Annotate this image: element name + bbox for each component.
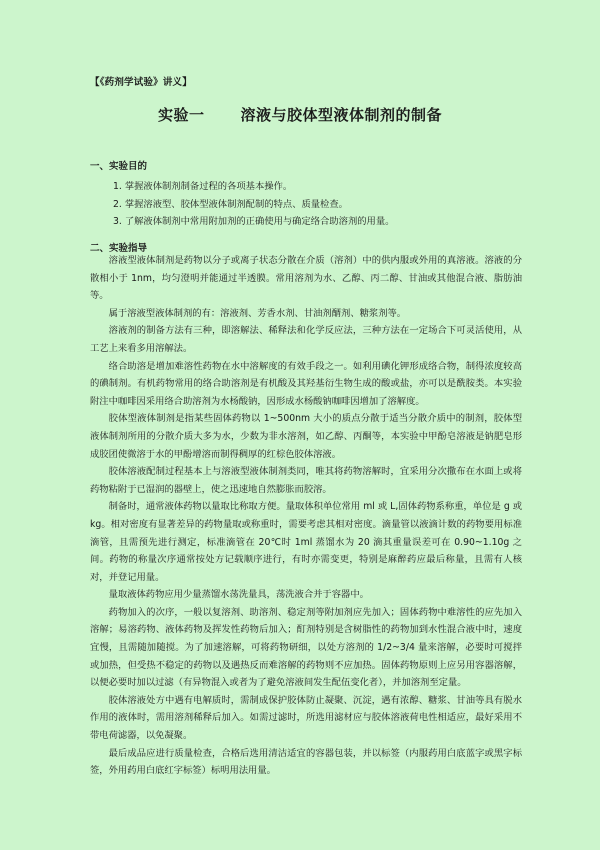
guidance-body (90, 252, 522, 780)
paragraph: 胶体型液体制剂是指某些固体药物以 1~500nm 大小的质点分散于适当分散介质中的制剂，胶体型液体制剂所用的分散介质大多为水，少数为非水溶剂，如乙醇、丙酮等，本实验中甲酚皂溶液是钠肥皂形成胶团使微溶于水的甲酚增溶而制得稠厚的红棕色胶体溶液。 (90, 413, 522, 460)
lecture-header-tag: 【《药剂学试验》讲义】 (90, 77, 192, 88)
experiment-number: 实验一 (157, 106, 205, 124)
paragraph: 溶液剂的制备方法有三种，即溶解法、稀释法和化学反应法，三种方法在一定场合下可灵活使用，从工艺上来看多用溶解法。 (90, 325, 522, 354)
paragraph: 溶液型液体制剂是药物以分子或离子状态分散在介质（溶剂）中的供内服或外用的真溶液。溶液的分散相小于 1nm，均匀澄明并能通过半透膜。常用溶剂为水、乙醇、丙二醇、甘油或其他混合液、脂肪油等。 (90, 255, 522, 302)
paragraph: 络合助溶是增加难溶性药物在水中溶解度的有效手段之一。如利用碘化钾形成络合物，制得浓度较高的碘制剂。有机药物常用的络合助溶剂是有机酸及其羟基衍生物生成的酸或盐，亦可以是酰胺类。本实验附注中咖啡因采用络合助溶剂为水杨酸钠，因形成水杨酸钠咖啡因增加了溶解度。 (90, 360, 522, 407)
experiment-name: 溶液与胶体型液体制剂的制备 (240, 106, 443, 124)
paragraph: 量取液体药物应用少量蒸馏水荡洗量具，荡洗液合并于容器中。 (108, 589, 369, 601)
page-title (0, 104, 600, 125)
paragraph: 药物加入的次序，一般以复溶剂、助溶剂、稳定剂等附加剂应先加入；固体药物中难溶性的应先加入溶解；易溶药物、液体药物及挥发性药物后加入；酊剂特别是含树脂性的药物加到水性混合液中时，速度宜慢，且需随加随搅。为了加速溶解，可将药物研细，以处方溶剂的 1/2~3/4 量来溶解，必要时可搅拌或加热，但受热不稳定的药物以及遇热反而难溶解的药物则不应加热。固体药物原则上应另用容器溶解，以便必要时加以过滤（有异物混入或者为了避免溶液间发生配伍变化者），并加溶剂至定量。 (90, 606, 522, 689)
section-heading-objectives: 一、实验目的 (90, 161, 148, 172)
list-item: 3. 了解液体制剂中常用附加剂的正确使用与确定络合助溶剂的用量。 (113, 216, 395, 227)
paragraph: 属于溶液型液体制剂的有：溶液剂、芳香水剂、甘油剂醑剂、糖浆剂等。 (108, 307, 407, 319)
paragraph: 胶体溶液配制过程基本上与溶液型液体制剂类同，唯其将药物溶解时，宜采用分次撒布在水面上或将药物粘附于已湿润的器壁上，使之迅速地自然膨胀而胶溶。 (90, 466, 522, 495)
paragraph: 制备时，通常液体药物以量取比称取方便。量取体积单位常用 ml 或 L,固体药物系称重，单位是 g 或 kg。相对密度有显著差异的药物量取或称重时，需要考虑其相对密度。滴量管以液滴计数的药物要用标准滴管，且需预先进行测定，标准滴管在 20℃时 1ml 蒸馏水为 20 滴其重量误差可在 0.90~1.10g 之间。药物的称量次序通常按处方记载顺序进行，有时亦需变更，特别是麻醉药应最后称量，且需有人核对，并登记用量。 (90, 501, 522, 583)
section-heading-guidance: 二、实验指导 (90, 243, 148, 254)
list-item: 1. 掌握液体制剂制备过程的各项基本操作。 (113, 181, 293, 192)
list-item: 2. 掌握溶液型、胶体型液体制剂配制的特点、质量检查。 (113, 198, 348, 210)
objectives-list (113, 178, 394, 231)
paragraph: 胶体溶液处方中遇有电解质时，需制成保护胶体防止凝聚、沉淀，遇有浓醇、糖浆、甘油等具有脱水作用的液体时，需用溶剂稀释后加入。如需过滤时，所选用滤材应与胶体溶液荷电性相适应，最好采用不带电荷滤器，以免凝聚。 (90, 694, 522, 742)
paragraph: 最后成品应进行质量检查，合格后选用清洁适宜的容器包装，并以标签（内服药用白底蓝字或黑字标签，外用药用白底红字标签）标明用法用量。 (90, 747, 522, 777)
